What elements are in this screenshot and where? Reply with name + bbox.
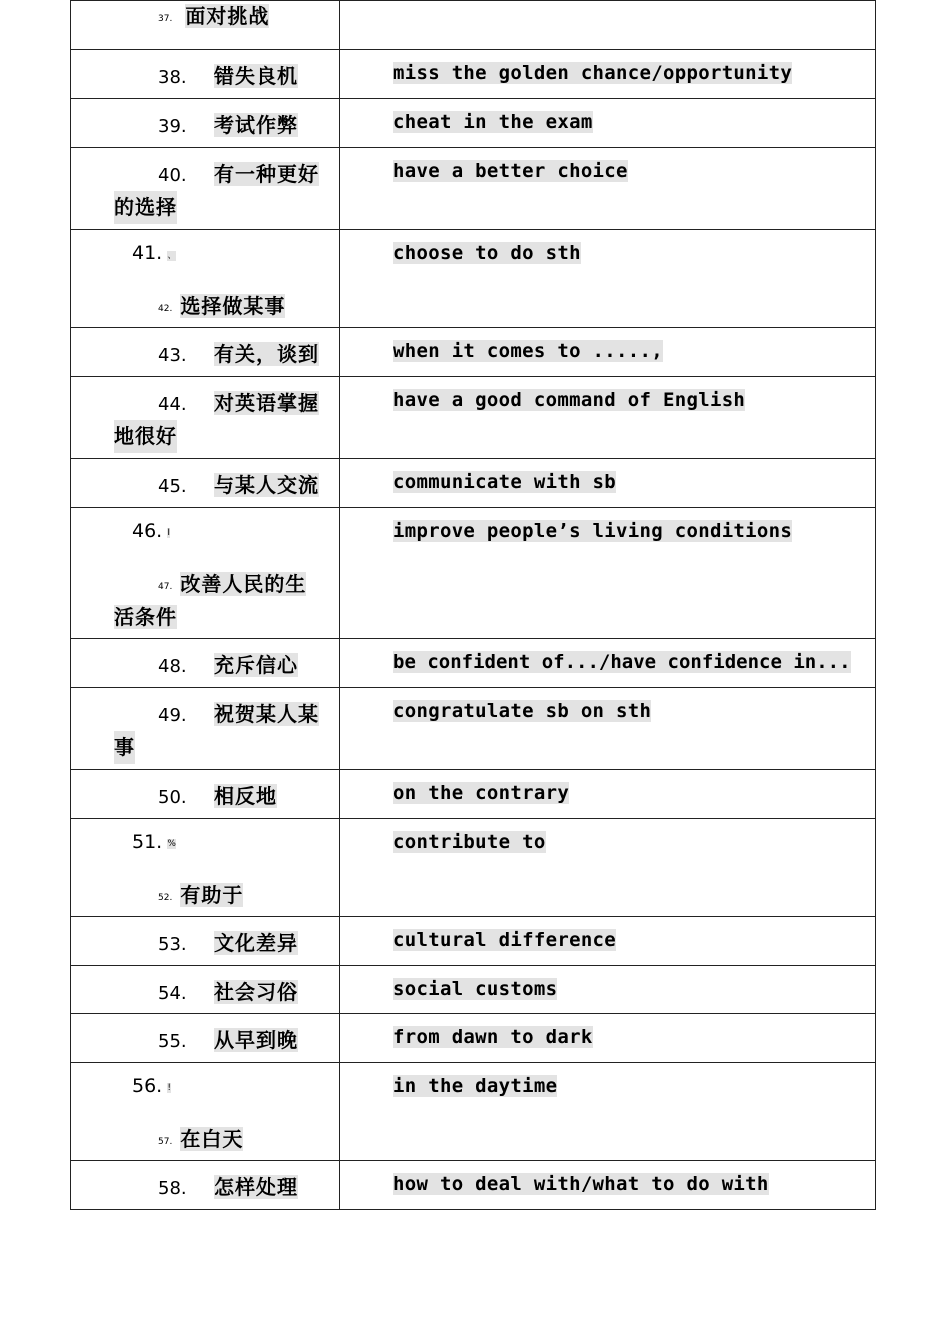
item-number: 38. — [158, 67, 187, 88]
item-number: 41. — [132, 242, 163, 264]
table-row — [71, 459, 876, 508]
table-row — [71, 819, 876, 917]
chinese-phrase: 相反地 — [214, 784, 277, 808]
chinese-phrase: 祝贺某人某 — [214, 702, 319, 726]
stray-mark: ! — [167, 1082, 171, 1093]
english-cell — [340, 1063, 876, 1161]
english-phrase: from dawn to dark — [393, 1026, 593, 1048]
english-cell — [340, 770, 876, 819]
english-phrase: in the daytime — [393, 1075, 558, 1097]
phrase-table — [70, 0, 876, 1210]
english-cell — [340, 50, 876, 99]
chinese-cell — [71, 508, 340, 639]
english-cell — [340, 917, 876, 966]
chinese-cell — [71, 770, 340, 819]
item-number: 42. — [158, 303, 173, 314]
chinese-cell — [71, 377, 340, 459]
chinese-phrase: 有助于 — [180, 883, 244, 907]
english-cell — [340, 1, 876, 50]
english-phrase: how to deal with/what to do with — [393, 1173, 769, 1195]
chinese-phrase: 面对挑战 — [185, 4, 270, 28]
english-cell — [340, 819, 876, 917]
chinese-cell — [71, 819, 340, 917]
item-number: 45. — [158, 476, 187, 497]
english-cell — [340, 459, 876, 508]
chinese-phrase: 选择做某事 — [180, 294, 286, 318]
table-row — [71, 99, 876, 148]
item-number: 48. — [158, 656, 187, 677]
item-number: 55. — [158, 1031, 187, 1052]
chinese-phrase: 与某人交流 — [214, 473, 319, 497]
english-phrase: miss the golden chance/opportunity — [393, 62, 793, 84]
chinese-phrase: 怎样处理 — [214, 1175, 298, 1199]
item-number: 54. — [158, 983, 187, 1004]
english-cell — [340, 377, 876, 459]
chinese-phrase-continued: 地很好 — [114, 420, 177, 453]
english-cell — [340, 148, 876, 230]
chinese-phrase: 改善人民的生 — [180, 572, 307, 596]
table-row — [71, 770, 876, 819]
chinese-cell — [71, 688, 340, 770]
english-phrase: congratulate sb on sth — [393, 700, 652, 722]
chinese-cell — [71, 50, 340, 99]
chinese-phrase: 文化差异 — [214, 931, 298, 955]
english-cell — [340, 1161, 876, 1210]
english-phrase: cultural difference — [393, 929, 617, 951]
english-phrase: have a better choice — [393, 160, 628, 182]
english-phrase: improve people’s living conditions — [393, 520, 793, 542]
stray-mark: 、 — [167, 251, 177, 261]
chinese-cell — [71, 1161, 340, 1210]
english-phrase: communicate with sb — [393, 471, 617, 493]
table-row — [71, 230, 876, 328]
chinese-cell — [71, 1, 340, 50]
item-number: 53. — [158, 934, 187, 955]
chinese-phrase: 对英语掌握 — [214, 391, 319, 415]
english-cell — [340, 688, 876, 770]
chinese-cell — [71, 99, 340, 148]
chinese-cell — [71, 148, 340, 230]
table-row — [71, 508, 876, 639]
english-cell — [340, 508, 876, 639]
item-number: 44. — [158, 394, 187, 415]
chinese-phrase: 有一种更好 — [214, 162, 319, 186]
table-row — [71, 639, 876, 688]
item-number: 52. — [158, 892, 173, 903]
item-number: 49. — [158, 705, 187, 726]
chinese-phrase-continued: 活条件 — [114, 605, 177, 629]
stray-mark: % — [167, 838, 176, 849]
chinese-phrase-continued: 的选择 — [114, 191, 177, 224]
chinese-cell — [71, 966, 340, 1014]
english-phrase: on the contrary — [393, 782, 570, 804]
table-row — [71, 688, 876, 770]
english-cell — [340, 639, 876, 688]
chinese-phrase: 充斥信心 — [214, 653, 298, 677]
chinese-cell — [71, 917, 340, 966]
item-number: 51. — [132, 831, 163, 853]
table-row — [71, 1014, 876, 1063]
item-number: 50. — [158, 787, 187, 808]
item-number: 39. — [158, 116, 187, 137]
chinese-phrase-continued: 事 — [114, 731, 135, 764]
table-row — [71, 377, 876, 459]
english-phrase: contribute to — [393, 831, 546, 853]
chinese-phrase: 社会习俗 — [214, 980, 298, 1004]
chinese-cell — [71, 1014, 340, 1063]
chinese-phrase: 考试作弊 — [214, 113, 298, 137]
table-row — [71, 328, 876, 377]
table-row — [71, 966, 876, 1014]
chinese-phrase: 从早到晚 — [214, 1028, 298, 1052]
english-phrase: have a good command of English — [393, 389, 746, 411]
english-cell — [340, 230, 876, 328]
item-number: 46. — [132, 520, 163, 542]
chinese-cell — [71, 639, 340, 688]
item-number: 37. — [158, 13, 173, 24]
table-row — [71, 1063, 876, 1161]
chinese-cell — [71, 459, 340, 508]
english-phrase: choose to do sth — [393, 242, 581, 264]
item-number: 47. — [158, 581, 173, 592]
stray-mark: I — [167, 527, 170, 538]
table-row — [71, 1, 876, 50]
chinese-cell — [71, 230, 340, 328]
table-row — [71, 50, 876, 99]
english-cell — [340, 328, 876, 377]
chinese-phrase: 错失良机 — [214, 64, 298, 88]
english-phrase: cheat in the exam — [393, 111, 593, 133]
chinese-phrase: 在白天 — [180, 1127, 244, 1151]
english-phrase: social customs — [393, 978, 558, 1000]
english-cell — [340, 966, 876, 1014]
english-phrase: when it comes to ....., — [393, 340, 663, 362]
item-number: 56. — [132, 1075, 163, 1097]
item-number: 57. — [158, 1136, 173, 1147]
chinese-cell — [71, 328, 340, 377]
item-number: 58. — [158, 1178, 187, 1199]
table-row — [71, 917, 876, 966]
chinese-phrase: 有关，谈到 — [214, 342, 319, 366]
item-number: 40. — [158, 165, 187, 186]
table-row — [71, 148, 876, 230]
english-cell — [340, 99, 876, 148]
english-cell — [340, 1014, 876, 1063]
item-number: 43. — [158, 345, 187, 366]
chinese-cell — [71, 1063, 340, 1161]
table-row — [71, 1161, 876, 1210]
english-phrase: be confident of.../have confidence in... — [393, 651, 851, 673]
